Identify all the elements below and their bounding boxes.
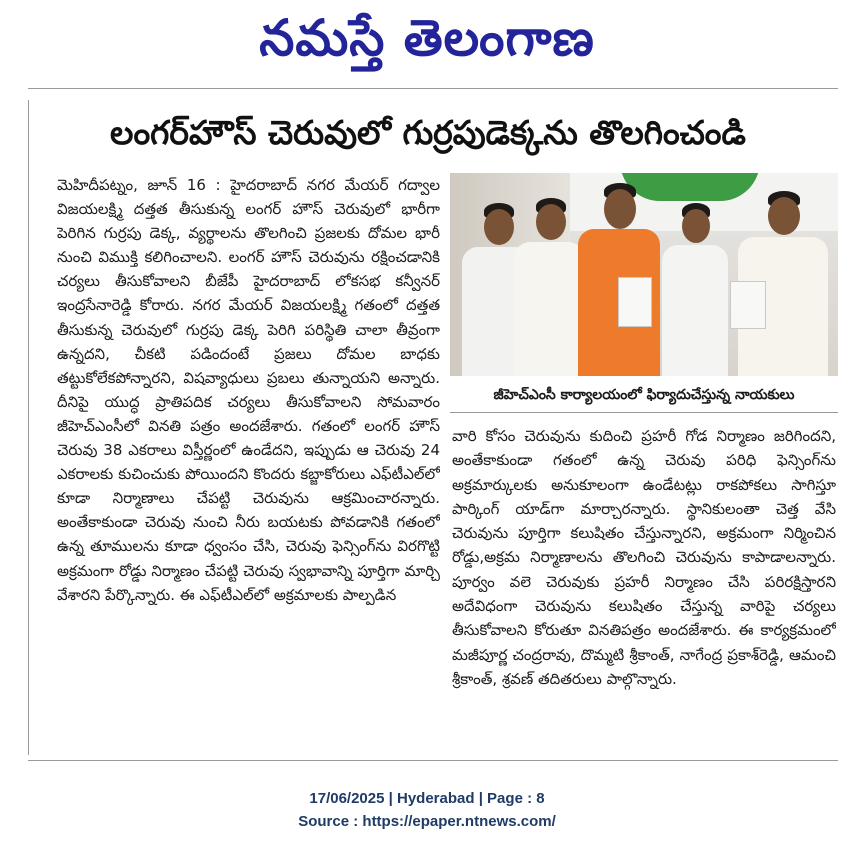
article-headline: లంగర్‌హౌస్ చెరువులో గుర్రపుడెక్కను తొలగించండి [110,113,746,152]
article-body-right: వారి కోసం చెరువును కుదించి ప్రహరీ గోడ నిర్మాణం జరిగిందని, అంతేకాకుండా గతంలో ఉన్న చెరువు పరిధి ఫెన్సింగ్‌ను అక్రమార్కులకు అనుకూలంగా ఉండేటట్లు రాకపోకలు సాగిస్తూ పార్కింగ్ యాడ్‌గా మార్చారన్నారు. స్థానికులంతా చెత్త వేసి చెరువును పూర్తిగా కలుషితం చేస్తున్నారని, అక్రమంగా నిర్మించిన రోడ్డు,అక్రమ నిర్మాణాలను తొలగించి చెరువును కాపాడాలన్నారు. పూర్వం వలె చెరువుకు ప్రహరీ నిర్మాణం చేసి పరిరక్షిస్తారని అదేవిధంగా చెరువును కలుషితం చేస్తున్న వారిపై చర్యలు తీసుకోవాలని కోరుతూ వినతిపత్రం అందజేశారు. ఈ కార్యక్రమంలో మజీపూర్ణ చంద్రరావు, దొమ్మటి శ్రీకాంత్, నాగేంద్ర ప్రకాశ్‌రెడ్డి, ఆమంచి శ్రీకాంత్, శ్రవణ్ తదితరులు పాల్గొన్నారు. [452,427,836,688]
person-figure [514,198,584,376]
article-photo [450,173,838,376]
footer-date-line: 17/06/2025 | Hyderabad | Page : 8 [309,790,545,807]
photo-caption: జీహెచ్‌ఎంసీ కార్యాలయంలో ఫిర్యాదుచేస్తున్న నాయకులు [450,378,838,413]
person-figure [662,203,728,376]
separator-line-top [28,88,838,89]
petition-paper [730,281,766,329]
article-body-left: మెహిదీపట్నం, జూన్ 16 : హైదరాబాద్ నగర మేయర్ గద్వాల విజయలక్ష్మి దత్తత తీసుకున్న లంగర్ హౌస్ చెరువులో భారీగా పెరిగిన గుర్రపు డెక్క, వ్యర్థాలను తొలగించి ప్రజలకు దోమల భారీ నుంచి విముక్తి కలిగించాలని. లంగర్ హౌస్ చెరువును రక్షించడానికి చర్యలు తీసుకోవాలని బీజేపీ హైదరాబాద్ లోకసభ కన్వీనర్ ఇంద్రసేనారెడ్డి కోరారు. నగర మేయర్ విజయలక్ష్మి గతంలో దత్తత తీసుకున్న చెరువులో గుర్రపు డెక్క పెరిగి పరిస్థితి చాలా తీవ్రంగా ఉన్నదని, చీకటి పడిందంటే ప్రజలు దోమల బాధకు తట్టుకోలేకపోన్నారని, విషవ్యాధులు ప్రబలు తున్నాయని అన్నారు. దీనిపై యుద్ధ ప్రాతిపదిక చర్యలు తీసుకోవాలని సోమవారం జీహెచ్‌ఎంసీలో వినతి పత్రం అందజేశారు. గతంలో లంగర్ హౌస్ చెరువు 38 ఎకరాలు విస్తీర్ణంలో ఉండేదని, ఇప్పుడు ఆ చెరువు 24 ఎకరాలకు కుచించుకు పోయిందని కొందరు కబ్జాకోరులు ఎఫ్‌టీఎల్‌లో కూడా నిర్మాణాలు చేపట్టి చెరువును ఆక్రమించారన్నారు. అంతేకాకుండా చెరువు నుంచి నీరు బయటకు పోవడానికి గతంలో ఉన్న తూములను కూడా ధ్వంసం చేసి, చెరువు ఫెన్సింగ్‌ను విరగొట్టి అక్రమంగా రోడ్డు నిర్మాణం చేపట్టి చెరువు స్వభావాన్ని పూర్తిగా మార్చి వేశారని పేర్కొన్నారు. ఈ ఎఫ్‌టీఎల్‌లో అక్రమాలకు పాల్పడిన [57,176,440,604]
separator-line-bottom [28,760,838,761]
footer-source-line: Source : https://epaper.ntnews.com/ [298,813,556,830]
masthead-title: నమస్తే తెలంగాణ [259,8,595,67]
column-rule-left [28,100,29,755]
petition-paper [618,277,652,327]
